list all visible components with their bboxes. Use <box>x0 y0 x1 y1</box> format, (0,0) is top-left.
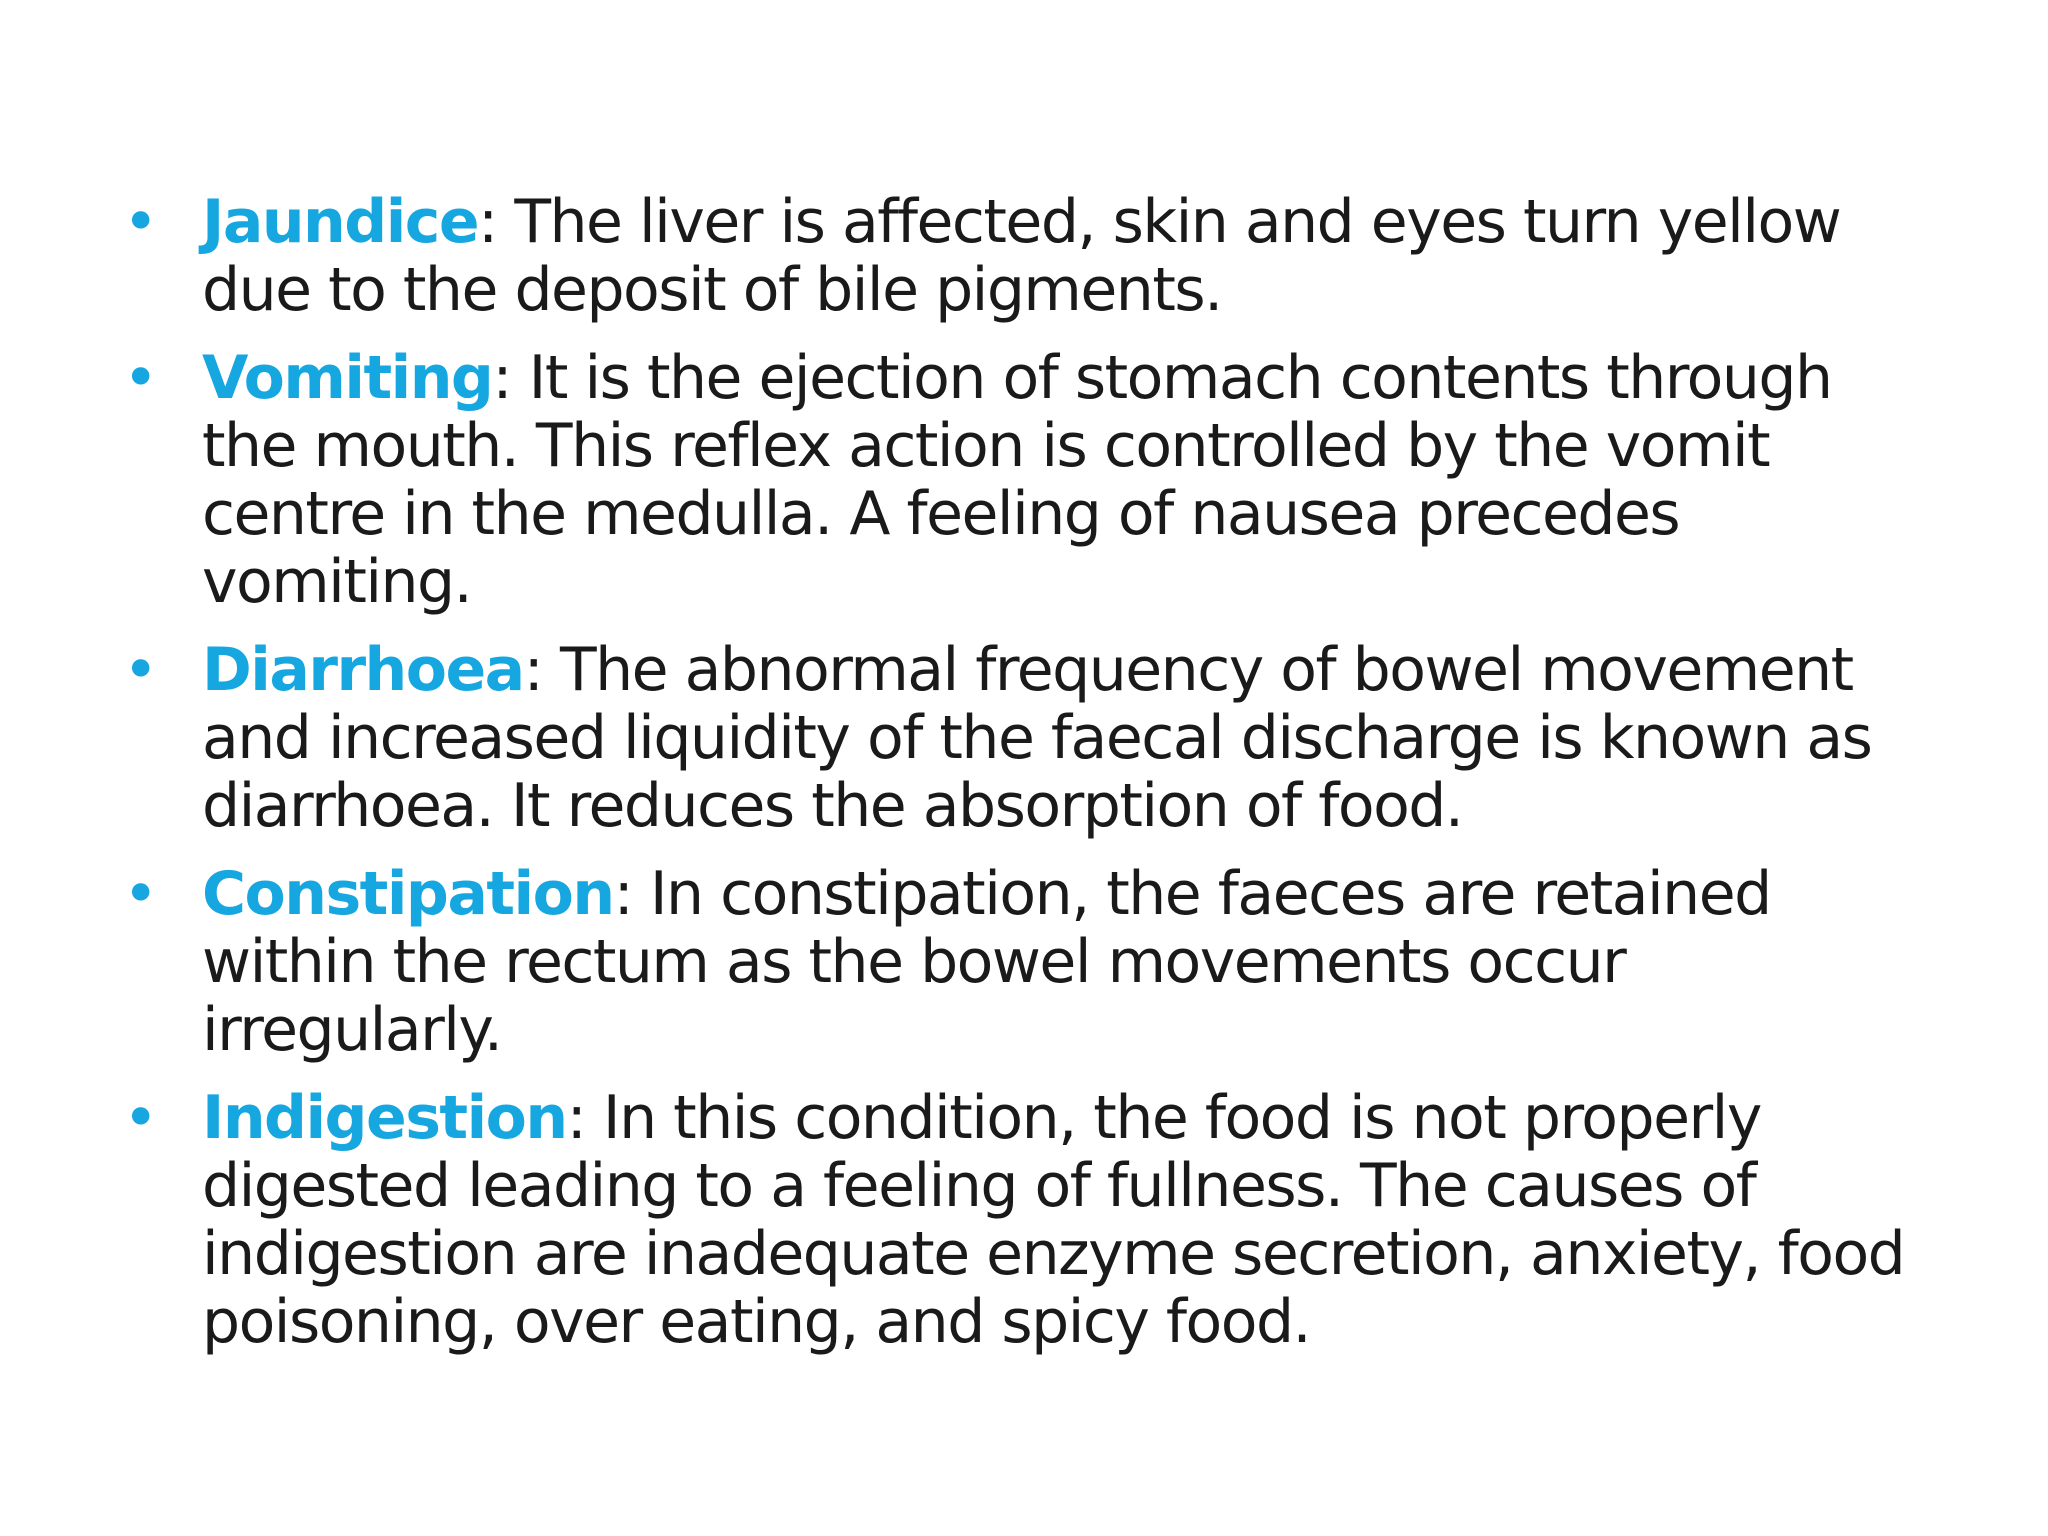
separator: : <box>478 187 497 257</box>
bullet-item-vomiting <box>120 344 1940 616</box>
definition-indigestion: In this condition, the food is not properly digested leading to a feeling of fullness. The causes of indigestion are inadequate enzyme secretion, anxiety, food poisoning, over eating, and spicy food. <box>202 1083 1905 1357</box>
term-indigestion: Indigestion <box>202 1083 567 1153</box>
bullet-icon: • <box>123 343 157 413</box>
term-constipation: Constipation <box>202 859 614 929</box>
definition-diarrhoea: The abnormal frequency of bowel movement and increased liquidity of the faecal discharge is known as diarrhoea. It reduces the absorption of food. <box>202 635 1872 841</box>
separator: : <box>566 1083 586 1153</box>
bullet-icon: • <box>123 635 157 705</box>
definition-jaundice: The liver is affected, skin and eyes turn yellow due to the deposit of bile pigments. <box>202 187 1841 325</box>
definition-constipation: In constipation, the faeces are retained within the rectum as the bowel movements occur irregularly. <box>202 859 1771 1065</box>
term-vomiting: Vomiting <box>202 343 493 413</box>
bullet-icon: • <box>123 1083 157 1153</box>
definition-vomiting: It is the ejection of stomach contents through the mouth. This reflex action is controlled by the vomit centre in the medulla. A feeling of nausea precedes vomiting. <box>202 343 1832 617</box>
separator: : <box>613 859 633 929</box>
disorder-bullet-list <box>120 188 1940 1376</box>
bullet-item-indigestion <box>120 1084 1940 1356</box>
separator: : <box>492 343 512 413</box>
separator: : <box>523 635 543 705</box>
bullet-item-jaundice <box>120 188 1940 324</box>
bullet-item-constipation <box>120 860 1940 1064</box>
term-jaundice: Jaundice <box>202 187 479 257</box>
term-diarrhoea: Diarrhoea <box>202 635 524 705</box>
bullet-item-diarrhoea <box>120 636 1940 840</box>
bullet-icon: • <box>123 859 157 929</box>
bullet-icon: • <box>123 187 157 257</box>
